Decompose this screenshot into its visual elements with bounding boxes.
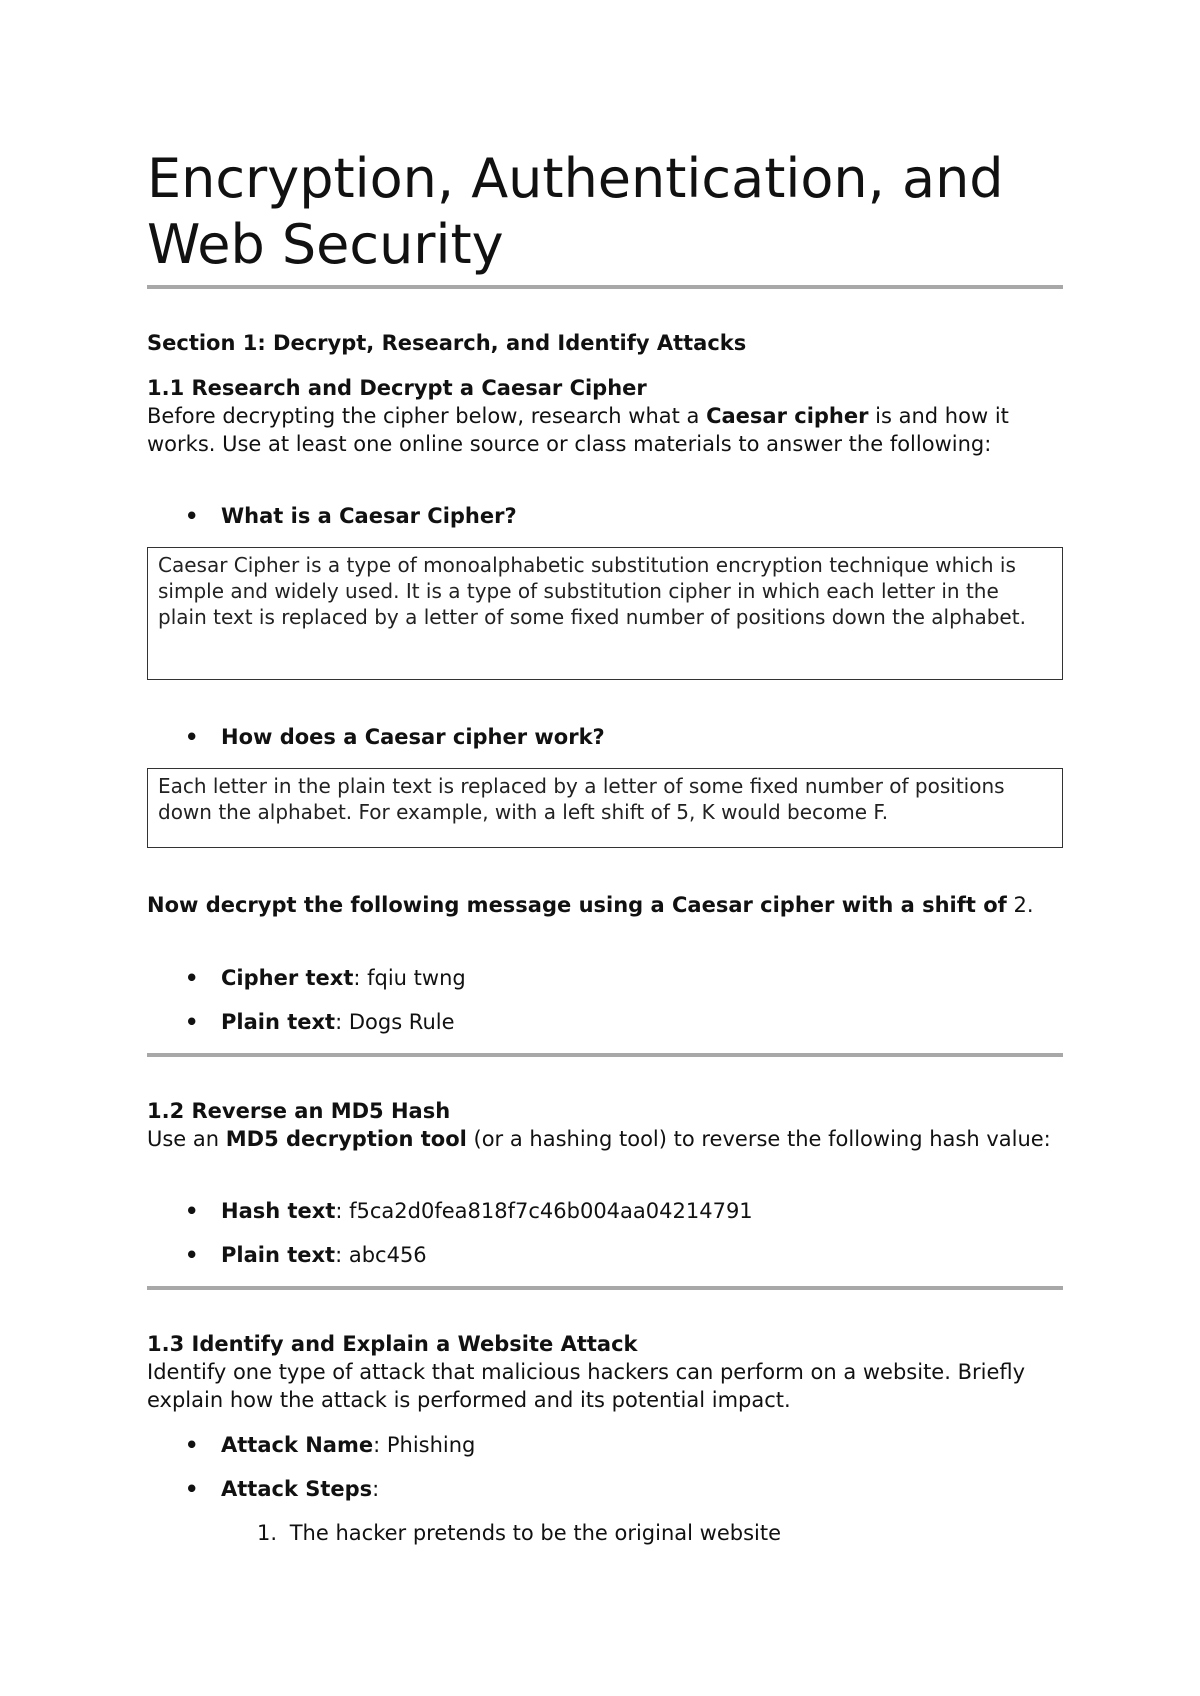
answer-box[interactable]: Each letter in the plain text is replaced by a letter of some fixed number of positions down the alphabet. For example, with a left shift of 5, K would become F. bbox=[147, 768, 1063, 848]
subsection-intro-1-2 bbox=[147, 1125, 1063, 1153]
bullet-icon: • bbox=[185, 966, 199, 990]
document-title: Encryption, Authentication, and Web Security bbox=[147, 147, 1004, 276]
section-heading: Section 1: Decrypt, Research, and Identify Attacks bbox=[147, 331, 747, 355]
intro-emphasis: MD5 decryption tool bbox=[225, 1127, 467, 1151]
title-divider bbox=[147, 285, 1063, 289]
intro-emphasis: Caesar cipher bbox=[706, 404, 869, 428]
decrypt-prompt-text: Now decrypt the following message using a Caesar cipher with a shift of bbox=[147, 893, 1007, 917]
bullet-icon: • bbox=[185, 1477, 199, 1501]
question-text: What is a Caesar Cipher? bbox=[221, 504, 517, 528]
intro-text: Before decrypting the cipher below, research what a bbox=[147, 404, 707, 428]
subsection-intro-1-1 bbox=[147, 402, 1063, 458]
step-text: The hacker pretends to be the original website bbox=[289, 1521, 782, 1545]
attack-step bbox=[257, 1519, 781, 1547]
field-value: : f5ca2d0fea818f7c46b004aa04214791 bbox=[335, 1199, 753, 1223]
intro-text: (or a hashing tool) to reverse the following hash value: bbox=[466, 1127, 1051, 1151]
subsection-heading-1-1: 1.1 Research and Decrypt a Caesar Cipher bbox=[147, 376, 647, 400]
field-label: Attack Name bbox=[221, 1433, 374, 1457]
field-label: Hash text bbox=[221, 1199, 336, 1223]
field-value: : Dogs Rule bbox=[335, 1010, 455, 1034]
field-label: Cipher text bbox=[221, 966, 354, 990]
section-divider bbox=[147, 1286, 1063, 1290]
decrypt-shift: 2. bbox=[1006, 893, 1034, 917]
field-value: : fqiu twng bbox=[353, 966, 466, 990]
answer-box[interactable]: Caesar Cipher is a type of monoalphabetic substitution encryption technique which is simple and widely used. It is a type of substitution cipher in which each letter in the plain text is replaced by a letter of some fixed number of positions down the alphabet. bbox=[147, 547, 1063, 680]
section-divider bbox=[147, 1053, 1063, 1057]
bullet-icon: • bbox=[185, 1243, 199, 1267]
field-value: : bbox=[372, 1477, 380, 1501]
subsection-intro-1-3: Identify one type of attack that malicious hackers can perform on a website. Briefly explain how the attack is performed and its potential impact. bbox=[147, 1360, 1026, 1412]
field-label: Plain text bbox=[221, 1010, 336, 1034]
field-label: Attack Steps bbox=[221, 1477, 373, 1501]
bullet-icon: • bbox=[185, 1010, 199, 1034]
bullet-icon: • bbox=[185, 504, 199, 528]
field-value: : Phishing bbox=[373, 1433, 476, 1457]
bullet-icon: • bbox=[185, 1199, 199, 1223]
question-text: How does a Caesar cipher work? bbox=[221, 725, 605, 749]
intro-text: Use an bbox=[147, 1127, 226, 1151]
subsection-heading-1-2: 1.2 Reverse an MD5 Hash bbox=[147, 1099, 451, 1123]
bullet-icon: • bbox=[185, 725, 199, 749]
field-label: Plain text bbox=[221, 1243, 336, 1267]
bullet-icon: • bbox=[185, 1433, 199, 1457]
step-number: 1. bbox=[257, 1521, 278, 1545]
field-value: : abc456 bbox=[335, 1243, 427, 1267]
intro-text: is and how it works. Use at least one online source or class materials to answer the following: bbox=[147, 404, 1009, 456]
decrypt-prompt bbox=[147, 891, 1063, 919]
subsection-heading-1-3: 1.3 Identify and Explain a Website Attack bbox=[147, 1332, 638, 1356]
